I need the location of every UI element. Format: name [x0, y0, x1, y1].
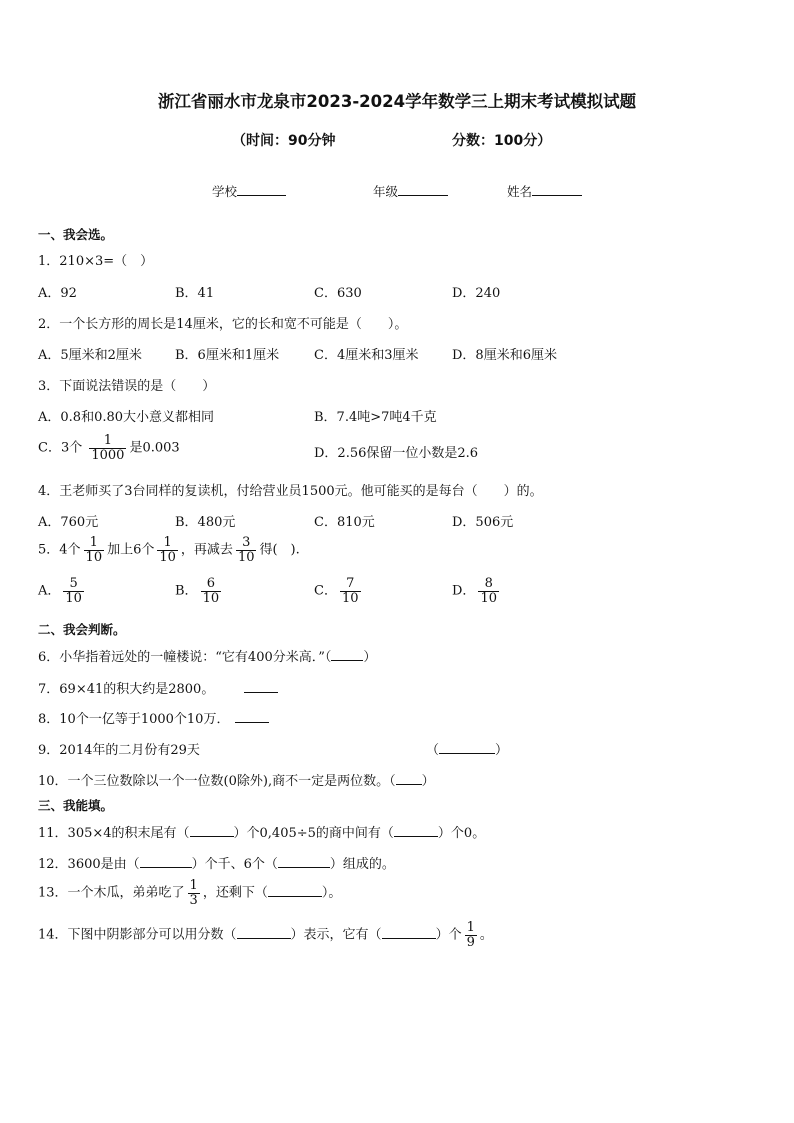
grade-label: 年级 — [373, 184, 399, 199]
q12-text-3: ）组成的。 — [329, 857, 395, 872]
q13-text-3: ）。 — [321, 885, 342, 901]
q11-line — [38, 822, 485, 841]
q8-answer-blank[interactable] — [235, 722, 269, 723]
q10-answer-blank[interactable] — [396, 784, 422, 785]
q3-stem: 3．下面说法错误的是（ ） — [38, 379, 216, 394]
fraction-numerator: 1 — [103, 433, 113, 448]
q4-option-b[interactable]: B．480元 — [175, 515, 236, 530]
q10-text: 10．一个三位数除以一个一位数(0除外),商不一定是两位数。（ — [38, 774, 396, 789]
fraction-numerator: 3 — [242, 535, 251, 550]
school-label: 学校 — [212, 184, 238, 199]
q3-option-c-fraction — [89, 434, 126, 462]
q5-option-c-fraction — [340, 577, 361, 605]
q11-text-3: ）个0。 — [437, 826, 486, 841]
q4-option-d[interactable]: D．506元 — [452, 515, 514, 530]
q7-text: 7．69×41的积大约是2800。 — [38, 682, 215, 697]
q3-option-d[interactable]: D．2.56保留一位小数是2.6 — [314, 446, 479, 461]
q1-option-b[interactable]: B．41 — [175, 286, 215, 301]
q5-fraction-1 — [84, 536, 105, 564]
fraction-denominator: 10 — [65, 590, 82, 606]
q5-option-b-fraction — [201, 577, 222, 605]
fraction-denominator: 3 — [189, 892, 198, 908]
fraction-numerator: 6 — [206, 576, 215, 591]
q2-option-a[interactable]: A．5厘米和2厘米 — [38, 348, 142, 363]
exam-duration: （时间：90分钟 — [232, 133, 336, 149]
q2-option-d[interactable]: D．8厘米和6厘米 — [452, 348, 557, 363]
q12-text-1: 12．3600是由（ — [38, 857, 140, 872]
q5-option-d[interactable] — [452, 577, 502, 605]
q5-fraction-3 — [236, 536, 257, 564]
q5-text-1: 5．4个 — [38, 542, 81, 558]
section-heading-choose: 一、我会选。 — [38, 227, 114, 242]
q10-line — [38, 770, 435, 789]
q3-option-a[interactable]: A．0.8和0.80大小意义都相同 — [38, 410, 215, 425]
q7-answer-blank[interactable] — [244, 692, 278, 693]
q9-text: 9．2014年的二月份有29天 — [38, 743, 200, 758]
grade-field[interactable] — [373, 182, 448, 200]
q12-line — [38, 853, 395, 872]
q6-answer-blank[interactable] — [331, 660, 363, 661]
school-field[interactable] — [212, 182, 286, 200]
q14-text-3: ）个 — [435, 927, 462, 943]
q11-blank-2[interactable] — [394, 836, 438, 837]
fraction-numerator: 7 — [346, 576, 355, 591]
q13-line — [38, 879, 341, 907]
q6-line — [38, 646, 376, 665]
q4-option-a[interactable]: A．760元 — [38, 515, 99, 530]
q1-stem: 1．210×3=（ ） — [38, 254, 154, 269]
q11-text-1: 11．305×4的积末尾有（ — [38, 826, 190, 841]
exam-total-score: 分数：100分） — [452, 133, 552, 149]
q8-line — [38, 708, 269, 727]
fraction-numerator: 8 — [484, 576, 493, 591]
fraction-denominator: 10 — [85, 549, 103, 565]
q5-text-2: 加上6个 — [107, 542, 155, 558]
q9-close-paren: ） — [495, 743, 509, 758]
q14-line — [38, 921, 493, 949]
q1-option-a[interactable]: A．92 — [38, 286, 77, 301]
q14-fraction — [465, 921, 477, 949]
q14-text-2: ）表示，它有（ — [290, 927, 382, 943]
q13-fraction — [188, 879, 200, 907]
q12-text-2: ）个千、6个（ — [191, 857, 278, 872]
q14-blank-2[interactable] — [382, 938, 436, 939]
q12-blank-1[interactable] — [140, 867, 192, 868]
q13-answer-blank[interactable] — [268, 896, 322, 897]
q5-text-4: 得( ). — [259, 542, 300, 558]
q1-option-c[interactable]: C．630 — [314, 286, 362, 301]
q9-answer-blank[interactable] — [439, 753, 495, 754]
q5-option-b[interactable] — [175, 577, 224, 605]
q5-fraction-2 — [157, 536, 178, 564]
q3-option-b[interactable]: B．7.4吨>7吨4千克 — [314, 410, 437, 425]
q5-option-a-fraction — [63, 577, 84, 605]
fraction-numerator: 1 — [189, 878, 198, 893]
fraction-denominator: 10 — [202, 590, 220, 606]
fraction-numerator: 1 — [89, 535, 98, 550]
option-letter: D． — [452, 583, 476, 599]
section-heading-judge: 二、我会判断。 — [38, 622, 126, 637]
q5-stem — [38, 536, 300, 564]
q1-option-d[interactable]: D．240 — [452, 286, 501, 301]
q14-text-1: 14．下图中阴影部分可以用分数（ — [38, 927, 237, 943]
fraction-denominator: 10 — [237, 549, 255, 565]
fraction-denominator: 10 — [159, 549, 176, 565]
q3-option-c[interactable] — [38, 434, 180, 462]
q5-option-a[interactable] — [38, 577, 87, 605]
q14-blank-1[interactable] — [237, 938, 291, 939]
fraction-denominator: 10 — [341, 590, 359, 606]
q2-option-c[interactable]: C．4厘米和3厘米 — [314, 348, 419, 363]
fraction-denominator: 1000 — [91, 447, 125, 463]
q4-option-c[interactable]: C．810元 — [314, 515, 375, 530]
q7-line — [38, 678, 278, 697]
q12-blank-2[interactable] — [278, 867, 330, 868]
q2-option-b[interactable]: B．6厘米和1厘米 — [175, 348, 280, 363]
grade-blank[interactable] — [398, 183, 448, 196]
q8-text: 8．10个一亿等于1000个10万． — [38, 712, 230, 727]
fraction-numerator: 5 — [69, 576, 78, 591]
q11-text-2: ）个0,405÷5的商中间有（ — [233, 826, 394, 841]
q3-option-c-suffix: 是0.003 — [129, 440, 180, 456]
q6-end: ） — [363, 650, 377, 665]
q13-text-1: 13．一个木瓜，弟弟吃了 — [38, 885, 185, 901]
fraction-denominator: 10 — [480, 590, 497, 606]
name-blank[interactable] — [532, 183, 582, 196]
option-letter: B． — [175, 583, 198, 599]
q2-stem: 2．一个长方形的周长是14厘米，它的长和宽不可能是（ ）。 — [38, 317, 408, 332]
q10-end: ） — [421, 774, 435, 789]
q6-text: 6．小华指着远处的一幢楼说：“它有400分米高．”（ — [38, 650, 332, 665]
q5-option-d-fraction — [478, 577, 499, 605]
q13-text-2: ，还剩下（ — [202, 885, 268, 901]
q4-stem: 4．王老师买了3台同样的复读机，付给营业员1500元。他可能买的是每台（ ）的。 — [38, 484, 543, 499]
name-label: 姓名 — [507, 184, 533, 199]
school-blank[interactable] — [237, 183, 286, 196]
q9-open-paren: （ — [426, 743, 440, 758]
fraction-denominator: 9 — [466, 934, 475, 950]
name-field[interactable] — [507, 182, 582, 200]
q3-option-c-prefix: C．3个 — [38, 440, 83, 456]
q5-text-3: ，再减去 — [180, 542, 233, 558]
fraction-numerator: 1 — [163, 535, 172, 550]
option-letter: A． — [38, 583, 61, 599]
exam-title: 浙江省丽水市龙泉市2023-2024学年数学三上期末考试模拟试题 — [157, 92, 637, 111]
q14-text-4: 。 — [479, 927, 493, 943]
fraction-numerator: 1 — [466, 920, 475, 935]
q9-answer — [426, 739, 508, 758]
q5-option-c[interactable] — [314, 577, 364, 605]
q11-blank-1[interactable] — [190, 836, 234, 837]
option-letter: C． — [314, 583, 337, 599]
section-heading-fill: 三、我能填。 — [38, 798, 114, 813]
